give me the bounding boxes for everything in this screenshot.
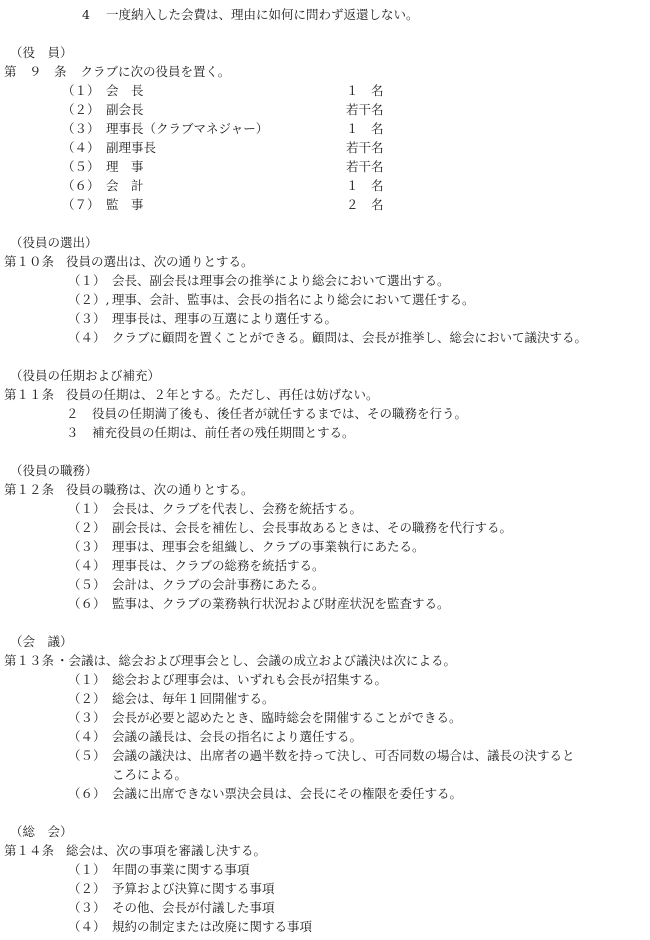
item-text: 理事長は、理事の互選により選任する。 <box>112 311 338 326</box>
officer-role: 理 事 <box>106 159 144 174</box>
item-number: （３） <box>68 539 106 554</box>
item-number: （３） <box>68 710 106 725</box>
officer-count: ２ 名 <box>346 197 384 212</box>
officer-item <box>62 120 384 139</box>
item-number: （１） <box>68 672 106 687</box>
item-text: 理事、会計、監事は、会長の指名により総会において選任する。 <box>112 292 475 307</box>
item-number: （３） <box>68 900 106 915</box>
article-text: クラブに次の役員を置く。 <box>80 64 231 79</box>
clause-item <box>68 329 587 348</box>
clause-item <box>68 538 425 557</box>
officer-role: 理事長（クラブマネジャー） <box>106 121 269 136</box>
section-heading-meetings: （会 議） <box>10 634 73 649</box>
officer-role: 副理事長 <box>106 140 157 155</box>
officer-count: 若干名 <box>346 102 384 117</box>
item-text: 総会は、毎年１回開催する。 <box>112 691 275 706</box>
article-9 <box>4 63 230 82</box>
clause-item <box>68 595 450 614</box>
paragraph-number: ３ <box>66 425 79 440</box>
article-number: 第１１条 <box>4 387 55 402</box>
item-text: 会議の議決は、出席者の過半数を持って決し、可否同数の場合は、議長の決すると <box>112 748 575 763</box>
intro-clause-number: 4 <box>82 7 90 22</box>
item-number: （５） <box>62 159 100 174</box>
officer-item <box>62 139 384 158</box>
item-number: （４） <box>62 140 100 155</box>
item-text: クラブに顧問を置くことができる。顧問は、会長が推挙し、総会において議決する。 <box>112 330 588 345</box>
item-number: （４） <box>68 558 106 573</box>
article-text: 役員の職務は、次の通りとする。 <box>66 482 254 497</box>
officer-role: 副会長 <box>106 102 144 117</box>
clause-item <box>68 918 312 937</box>
section-heading-term: （役員の任期および補充） <box>10 368 161 383</box>
item-number: （４） <box>68 729 106 744</box>
clause-item <box>68 310 337 329</box>
clause-item <box>68 747 575 766</box>
item-text: 理事は、理事会を組織し、クラブの事業執行にあたる。 <box>112 539 425 554</box>
officer-item <box>62 82 384 101</box>
section-heading-election: （役員の選出） <box>10 235 98 250</box>
officer-item <box>62 101 384 120</box>
item-number: （２） <box>68 520 106 535</box>
item-number: （６） <box>68 786 106 801</box>
officer-count: 若干名 <box>346 140 384 155</box>
item-text: 規約の制定または改廃に関する事項 <box>112 919 313 934</box>
item-text: 予算および決算に関する事項 <box>112 881 275 896</box>
article-text: 総会は、次の事項を審議し決する。 <box>66 843 267 858</box>
clause-item <box>68 291 475 310</box>
clause-item <box>68 880 275 899</box>
officer-item <box>62 177 384 196</box>
item-number: （７） <box>62 197 100 212</box>
item-text: 会長は、クラブを代表し、会務を統括する。 <box>112 501 363 516</box>
item-number: （１） <box>62 83 100 98</box>
item-text: 総会および理事会は、いずれも会長が招集する。 <box>112 672 388 687</box>
item-text: 会計は、クラブの会計事務にあたる。 <box>112 577 325 592</box>
article-14 <box>4 842 266 861</box>
item-number: （１） <box>68 501 106 516</box>
article-12 <box>4 481 254 500</box>
item-text: その他、会長が付議した事項 <box>112 900 275 915</box>
section-heading-general: （総 会） <box>10 824 73 839</box>
item-number: （１） <box>68 273 106 288</box>
section-heading-officers: （役 員） <box>10 45 73 60</box>
intro-clause <box>82 6 418 25</box>
clause-item <box>68 861 250 880</box>
officer-count: １ 名 <box>346 83 384 98</box>
clause-item <box>68 557 325 576</box>
item-number: （５） <box>68 577 106 592</box>
item-number: （３） <box>68 311 106 326</box>
item-text: 会長、副会長は理事会の推挙により総会において選出する。 <box>112 273 450 288</box>
officer-count: １ 名 <box>346 178 384 193</box>
article-text: 役員の任期は、２年とする。ただし、再任は妨げない。 <box>66 387 379 402</box>
item-text: 会議の議長は、会長の指名により選任する。 <box>112 729 363 744</box>
article-text: 役員の選出は、次の通りとする。 <box>66 254 254 269</box>
article-text: ・会議は、総会および理事会とし、会議の成立および議決は次による。 <box>56 653 457 668</box>
item-number: （３） <box>62 121 100 136</box>
item-text: 年間の事業に関する事項 <box>112 862 250 877</box>
paragraph-text: 役員の任期満了後も、後任者が就任するまでは、その職務を行う。 <box>92 406 468 421</box>
clause-item-continuation <box>68 766 187 785</box>
paragraph-item <box>66 424 355 443</box>
article-number: 第１０条 <box>4 254 55 269</box>
clause-item <box>68 272 450 291</box>
officer-item <box>62 196 384 215</box>
item-number: （２）, <box>68 292 110 307</box>
item-text: 会長が必要と認めたとき、臨時総会を開催することができる。 <box>112 710 462 725</box>
item-number: （６） <box>62 178 100 193</box>
clause-item <box>68 899 275 918</box>
article-11 <box>4 386 379 405</box>
item-text: 理事長は、クラブの総務を統括する。 <box>112 558 325 573</box>
item-number: （５） <box>68 748 106 763</box>
paragraph-number: ２ <box>66 406 79 421</box>
article-number: 第１４条 <box>4 843 55 858</box>
officer-role: 会 計 <box>106 178 144 193</box>
officer-role: 会 長 <box>106 83 144 98</box>
clause-item <box>68 519 512 538</box>
item-number: （２） <box>68 881 106 896</box>
article-number: 第 ９ 条 <box>4 64 67 79</box>
officer-count: 若干名 <box>346 159 384 174</box>
item-number: （２） <box>62 102 100 117</box>
article-number: 第１３条 <box>4 653 55 668</box>
item-number: （１） <box>68 862 106 877</box>
item-text: 会議に出席できない票決会員は、会長にその権限を委任する。 <box>112 786 463 801</box>
item-number: （４） <box>68 330 106 345</box>
clause-item <box>68 690 275 709</box>
article-13 <box>4 652 456 671</box>
clause-item <box>68 671 387 690</box>
intro-clause-text: 一度納入した会費は、理由に如何に問わず返還しない。 <box>105 7 419 22</box>
item-text: 監事は、クラブの業務執行状況および財産状況を監査する。 <box>112 596 450 611</box>
clause-item <box>68 500 362 519</box>
item-number: （４） <box>68 919 106 934</box>
item-number: （２） <box>68 691 106 706</box>
officer-count: １ 名 <box>346 121 384 136</box>
article-number: 第１２条 <box>4 482 55 497</box>
clause-item <box>68 728 362 747</box>
paragraph-item <box>66 405 467 424</box>
clause-item <box>68 709 462 728</box>
section-heading-duties: （役員の職務） <box>10 463 98 478</box>
item-number: （６） <box>68 596 106 611</box>
article-10 <box>4 253 254 272</box>
officer-role: 監 事 <box>106 197 144 212</box>
paragraph-text: 補充役員の任期は、前任者の残任期間とする。 <box>92 425 355 440</box>
clause-item <box>68 576 325 595</box>
item-text: 副会長は、会長を補佐し、会長事故あるときは、その職務を代行する。 <box>112 520 513 535</box>
clause-item <box>68 785 462 804</box>
item-text: ころによる。 <box>112 767 188 782</box>
officer-item <box>62 158 384 177</box>
